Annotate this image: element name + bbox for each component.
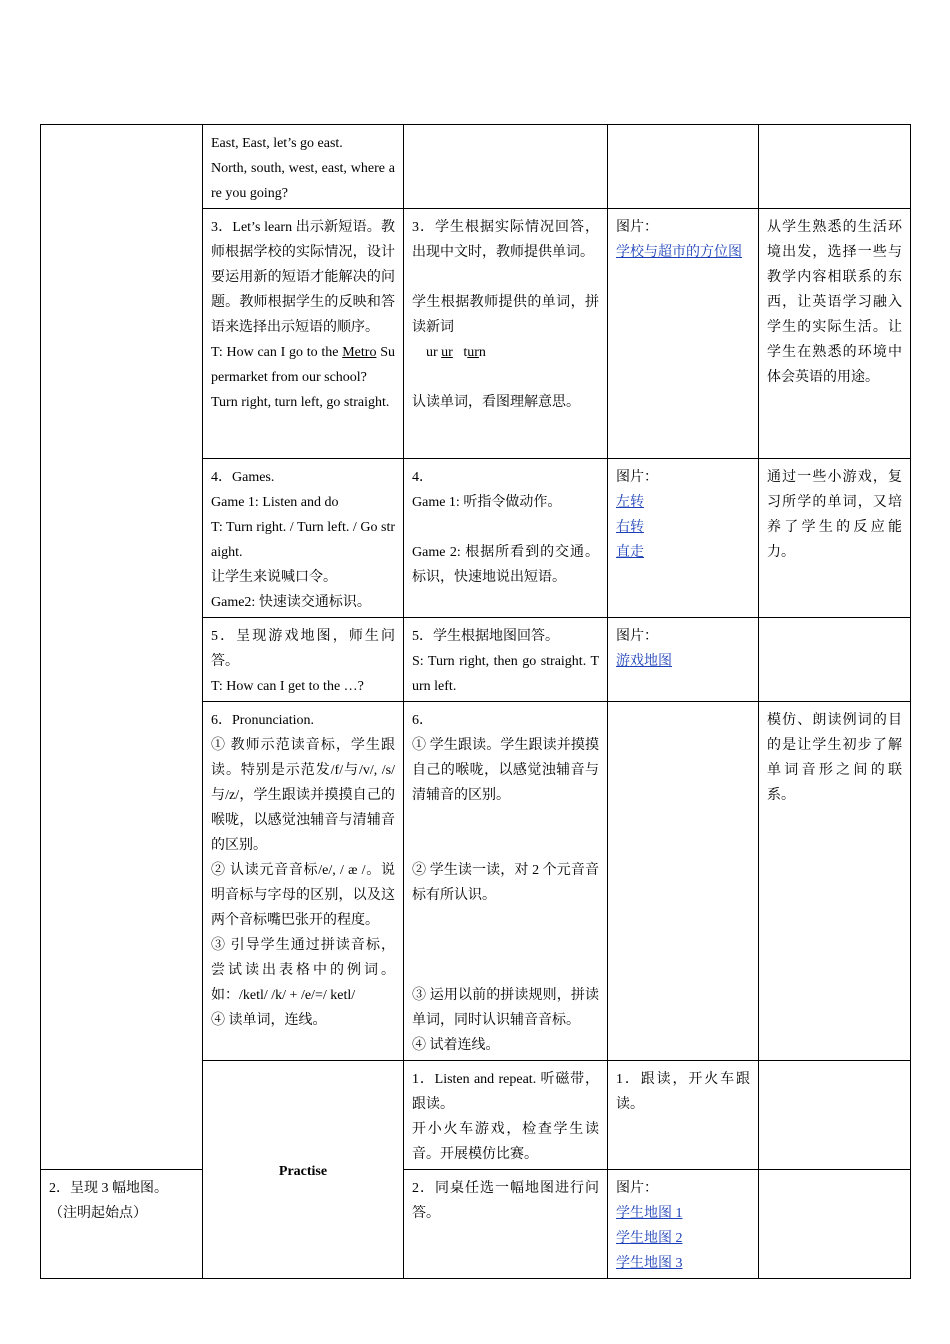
teacher-activity-cell: 3．Let’s learn 出示新短语。教师根据学校的实际情况，设计要运用新的短语才能解决的问题。教师根据学生的反映和答语来选择出示短语的顺序。 T: How can I go to the Metro Supermarket from our school? Turn right, turn left, go straight. <box>203 209 404 459</box>
teacher-activity-cell: 6．Pronunciation. ① 教师示范读音标，学生跟读。特别是示范发/f/与/v/, /s/与/z/，学生跟读并摸摸自己的喉咙，以感觉浊辅音与清辅音的区别。 ② 认读元音音标/e/, / æ /。说明音标与字母的区别，以及这两个音标嘴巴张开的程度。 ③ 引导学生通过拼读音标，尝试读出表格中的例词。如：/ketl/ /k/ + /e/=/ ketl/ ④ 读单词，连线。 <box>203 702 404 1061</box>
media-link[interactable]: 学生地图 2 <box>616 1231 683 1246</box>
phonics-line: ur ur turn <box>426 345 486 360</box>
student-activity-cell: 1．跟读，开火车跟读。 <box>608 1061 759 1170</box>
teacher-activity-cell: 4．Games. Game 1: Listen and do T: Turn right. / Turn left. / Go straight. 让学生来说喊口令。 Game2: 快速读交通标识。 <box>203 459 404 618</box>
media-link[interactable]: 学校与超市的方位图 <box>616 245 742 260</box>
metro-text: Metro <box>342 345 377 360</box>
purpose-cell <box>759 125 911 209</box>
media-cell: 图片： 左转 右转 直走 <box>608 459 759 618</box>
student-activity-cell: 5．学生根据地图回答。 S: Turn right, then go straight. Turn left. <box>404 618 608 702</box>
purpose-cell: 模仿、朗读例词的目的是让学生初步了解单词音形之间的联系。 <box>759 702 911 1061</box>
student-activity-cell: 4． Game 1: 听指令做动作。 Game 2: 根据所看到的交通。标识，快速地说出短语。 <box>404 459 608 618</box>
purpose-cell <box>759 1170 911 1279</box>
media-cell: 图片： 学生地图 1 学生地图 2 学生地图 3 <box>608 1170 759 1279</box>
media-cell <box>608 125 759 209</box>
student-activity-cell: 6． ① 学生跟读。学生跟读并摸摸自己的喉咙，以感觉浊辅音与清辅音的区别。 ② 学生读一读，对 2 个元音音标有所认识。 ③ 运用以前的拼读规则，拼读单词，同时认识辅音音标。 ④ 试着连线。 <box>404 702 608 1061</box>
purpose-cell: 从学生熟悉的生活环境出发，选择一些与教学内容相联系的东西，让英语学习融入学生的实际生活。让学生在熟悉的环境中体会英语的用途。 <box>759 209 911 459</box>
teacher-activity-cell: East, East, let’s go east. North, south, west, east, where are you going? <box>203 125 404 209</box>
media-cell <box>759 1061 911 1170</box>
media-link[interactable]: 直走 <box>616 545 644 560</box>
teacher-activity-cell: 5．呈现游戏地图，师生问答。 T: How can I get to the …? <box>203 618 404 702</box>
lesson-plan-table <box>40 124 911 1279</box>
media-cell: 图片： 学校与超市的方位图 <box>608 209 759 459</box>
student-activity-cell: 3．学生根据实际情况回答，出现中文时，教师提供单词。 学生根据教师提供的单词，拼读新词 ur ur turn 认读单词，看图理解意思。 <box>404 209 608 459</box>
media-cell <box>608 702 759 1061</box>
purpose-cell: 通过一些小游戏，复习所学的单词，又培养了学生的反应能力。 <box>759 459 911 618</box>
student-activity-cell: 2．同桌任选一幅地图进行问答。 <box>404 1170 608 1279</box>
teacher-activity-cell: 1．Listen and repeat. 听磁带，跟读。 开小火车游戏，检查学生读音。开展模仿比赛。 <box>404 1061 608 1170</box>
table-row <box>41 125 911 209</box>
student-activity-cell <box>404 125 608 209</box>
media-link[interactable]: 右转 <box>616 520 644 535</box>
media-cell: 图片： 游戏地图 <box>608 618 759 702</box>
stage-cell <box>41 125 203 1170</box>
media-link[interactable]: 游戏地图 <box>616 654 672 669</box>
media-link[interactable]: 学生地图 3 <box>616 1256 683 1271</box>
stage-cell-practise: Practise <box>203 1061 404 1279</box>
media-link[interactable]: 学生地图 1 <box>616 1206 683 1221</box>
table-row <box>41 1170 911 1279</box>
purpose-cell <box>759 618 911 702</box>
teacher-activity-cell: 2．呈现 3 幅地图。 （注明起始点） <box>41 1170 203 1279</box>
media-link[interactable]: 左转 <box>616 495 644 510</box>
